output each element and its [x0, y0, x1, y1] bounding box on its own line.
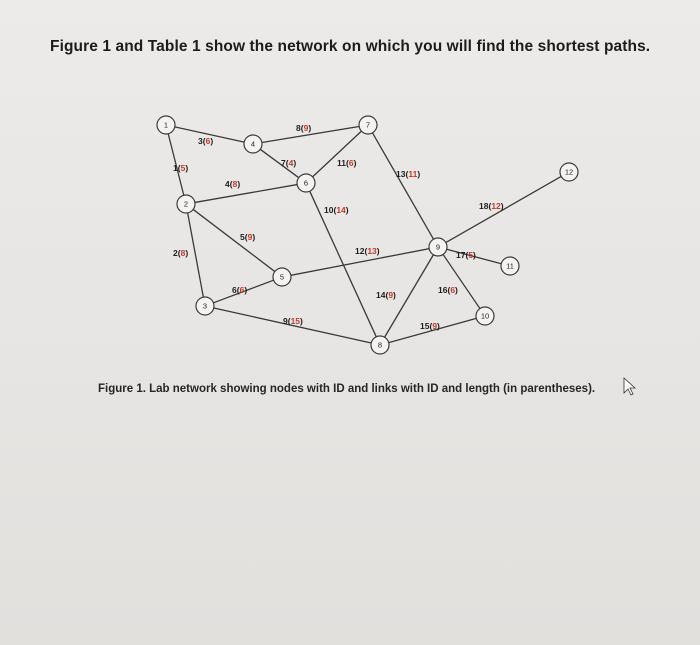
node-label: 10	[480, 311, 490, 321]
link-label: 9(15)	[283, 316, 303, 326]
link-id: 4	[225, 179, 230, 189]
link-line	[372, 133, 433, 239]
node-label: 5	[279, 272, 285, 282]
link-length: 11	[408, 169, 418, 179]
link-label: 6(6)	[232, 285, 248, 295]
link-id: 16	[438, 285, 448, 295]
link-id: 5	[240, 232, 245, 242]
link-label: 8(9)	[296, 123, 312, 133]
link-length: 13	[367, 246, 377, 256]
link-id: 1	[173, 163, 178, 173]
link-length: 14	[336, 205, 346, 215]
link-line	[313, 131, 362, 177]
link-label: 7(4)	[281, 158, 297, 168]
node-10	[476, 307, 494, 325]
node-4	[244, 135, 262, 153]
link-label: 17(5)	[456, 250, 476, 260]
link-line	[195, 185, 297, 203]
link-length: 6	[348, 158, 354, 168]
link-id: 13	[396, 169, 406, 179]
link-5	[193, 209, 275, 271]
link-length: 8	[180, 248, 186, 258]
link-length: 9	[303, 123, 309, 133]
link-id: 8	[296, 123, 301, 133]
node-label: 11	[506, 261, 514, 271]
link-label: 18(12)	[479, 201, 504, 211]
node-3	[196, 297, 214, 315]
link-label: 16(6)	[438, 285, 458, 295]
node-12	[560, 163, 578, 181]
mouse-cursor-icon	[624, 378, 635, 395]
link-id: 6	[232, 285, 237, 295]
node-6	[297, 174, 315, 192]
link-id: 18	[479, 201, 489, 211]
link-id: 17	[456, 250, 466, 260]
link-11	[313, 131, 362, 177]
links-layer	[168, 126, 561, 343]
link-label: 12(13)	[355, 246, 380, 256]
node-label: 1	[163, 120, 169, 130]
node-9	[429, 238, 447, 256]
link-length: 12	[491, 201, 501, 211]
link-length: 5	[180, 163, 186, 173]
link-4	[195, 185, 297, 203]
node-7	[359, 116, 377, 134]
node-label: 4	[250, 139, 256, 149]
link-length: 6	[450, 285, 456, 295]
link-length: 9	[247, 232, 253, 242]
node-label: 3	[202, 301, 208, 311]
link-label: 11(6)	[337, 158, 357, 168]
link-label: 4(8)	[225, 179, 241, 189]
link-length: 8	[232, 179, 238, 189]
figure-intro-text: Figure 1 and Table 1 show the network on which you will find the shortest paths.	[50, 38, 651, 55]
link-length: 5	[468, 250, 474, 260]
node-label: 7	[365, 120, 371, 130]
link-length: 9	[388, 290, 394, 300]
link-id: 12	[355, 246, 365, 256]
link-id: 9	[283, 316, 288, 326]
link-label: 2(8)	[173, 248, 189, 258]
node-label: 8	[377, 340, 383, 350]
link-length: 6	[239, 285, 245, 295]
link-id: 7	[281, 158, 286, 168]
node-5	[273, 268, 291, 286]
link-label: 1(5)	[173, 163, 189, 173]
link-length: 9	[432, 321, 438, 331]
figure-caption: Figure 1. Lab network showing nodes with ID and links with ID and length (in parentheses).	[98, 383, 596, 395]
node-label: 12	[564, 167, 574, 177]
link-id: 11	[337, 158, 346, 168]
node-11	[501, 257, 519, 275]
link-id: 2	[173, 248, 178, 258]
link-line	[193, 209, 275, 271]
node-label: 6	[303, 178, 309, 188]
link-label: 3(6)	[198, 136, 214, 146]
node-label: 9	[435, 242, 441, 252]
node-1	[157, 116, 175, 134]
node-label: 2	[183, 199, 189, 209]
link-id: 15	[420, 321, 430, 331]
link-16	[443, 254, 480, 308]
link-length: 15	[290, 316, 301, 326]
node-8	[371, 336, 389, 354]
link-2	[188, 213, 204, 297]
link-id: 3	[198, 136, 203, 146]
link-label: 15(9)	[420, 321, 440, 331]
link-label: 5(9)	[240, 232, 256, 242]
link-line	[443, 254, 480, 308]
link-13	[372, 133, 433, 239]
link-label: 10(14)	[324, 205, 349, 215]
link-length: 4	[288, 158, 294, 168]
node-2	[177, 195, 195, 213]
link-label: 14(9)	[376, 290, 396, 300]
link-id: 14	[376, 290, 386, 300]
link-line	[188, 213, 204, 297]
link-length: 6	[205, 136, 211, 146]
link-id: 10	[324, 205, 334, 215]
link-label: 13(11)	[396, 169, 421, 179]
